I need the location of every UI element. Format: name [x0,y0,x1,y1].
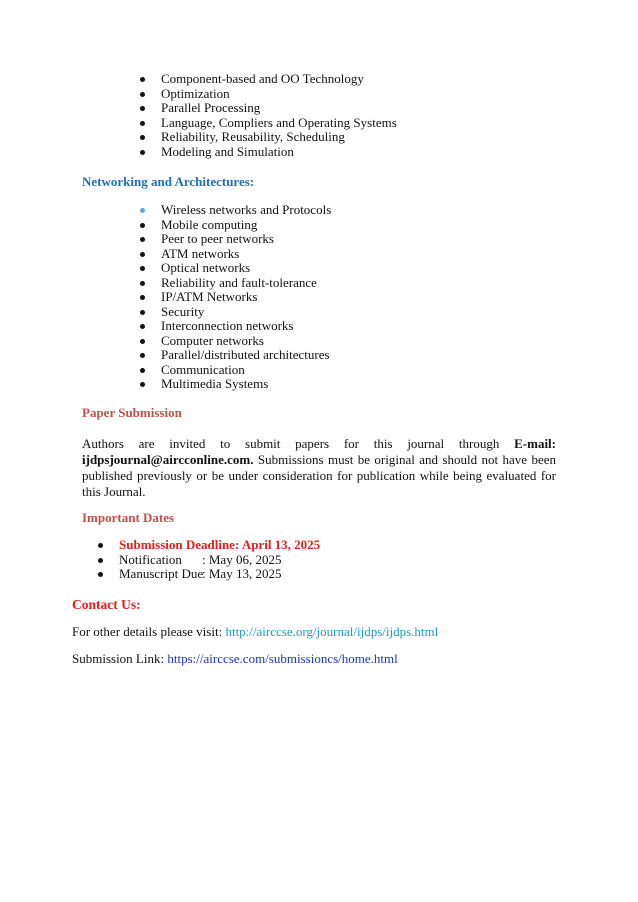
list-item: ATM networks [137,247,331,262]
list-item [95,538,320,553]
bullet-icon [140,252,145,257]
bullet-icon [140,368,145,373]
paragraph-text: Submissions must be original and should not have been published previously or be under consideration for publication while being evaluated for this Journal. [82,452,556,499]
list-item: Parallel Processing [137,101,397,116]
networking-list [137,203,331,392]
bullet-icon [98,543,103,548]
list-item: Interconnection networks [137,319,331,334]
paragraph-text: Authors are invited to submit papers for this journal through [82,436,515,451]
manuscript-label: Manuscript Due [119,566,204,581]
list-item: Optimization [137,87,397,102]
list-item: Peer to peer networks [137,232,331,247]
paper-submission-paragraph [82,436,556,500]
list-item [95,553,320,568]
paper-submission-heading: Paper Submission [82,405,182,420]
bullet-icon [98,558,103,563]
list-item: Parallel/distributed architectures [137,348,331,363]
details-label: For other details please visit: [72,624,226,639]
list-item: Mobile computing [137,218,331,233]
list-item: Security [137,305,331,320]
bullet-icon [140,106,145,111]
list-item: Component-based and OO Technology [137,72,397,87]
bullet-icon [140,77,145,82]
submission-deadline: Submission Deadline: April 13, 2025 [119,537,321,552]
manuscript-date: : May 13, 2025 [202,566,282,581]
submission-email[interactable]: E-mail: ijdpsjournal@aircconline.com. [82,436,556,467]
topics-list [137,72,397,159]
bullet-icon [98,572,103,577]
details-line [72,624,438,640]
bullet-icon [140,223,145,228]
bullet-icon [140,121,145,126]
dates-list [95,538,320,582]
bullet-icon [140,382,145,387]
bullet-icon [140,339,145,344]
list-item: Reliability, Reusability, Scheduling [137,130,397,145]
bullet-icon [140,208,145,213]
list-item: Reliability and fault-tolerance [137,276,331,291]
details-link[interactable]: http://airccse.org/journal/ijdps/ijdps.html [225,624,439,639]
bullet-icon [140,150,145,155]
submission-link[interactable]: https://airccse.com/submissioncs/home.html [167,651,398,666]
submission-label: Submission Link: [72,651,168,666]
notification-label: Notification [119,551,182,567]
bullet-icon [140,266,145,271]
list-item: Modeling and Simulation [137,145,397,160]
list-item: Multimedia Systems [137,377,331,392]
bullet-icon [140,92,145,97]
notification-date: : May 06, 2025 [202,551,282,567]
bullet-icon [140,237,145,242]
submission-line [72,651,398,667]
list-item: Optical networks [137,261,331,276]
list-item: IP/ATM Networks [137,290,331,305]
list-item: Language, Compliers and Operating Systems [137,116,397,131]
list-item: Communication [137,363,331,378]
bullet-icon [140,310,145,315]
contact-heading: Contact Us: [72,597,141,612]
networking-heading: Networking and Architectures: [82,174,255,189]
important-dates-heading: Important Dates [82,510,175,525]
bullet-icon [140,353,145,358]
bullet-icon [140,324,145,329]
bullet-icon [140,295,145,300]
bullet-icon [140,281,145,286]
list-item [95,567,320,582]
bullet-icon [140,135,145,140]
list-item: Wireless networks and Protocols [137,203,331,218]
list-item: Computer networks [137,334,331,349]
